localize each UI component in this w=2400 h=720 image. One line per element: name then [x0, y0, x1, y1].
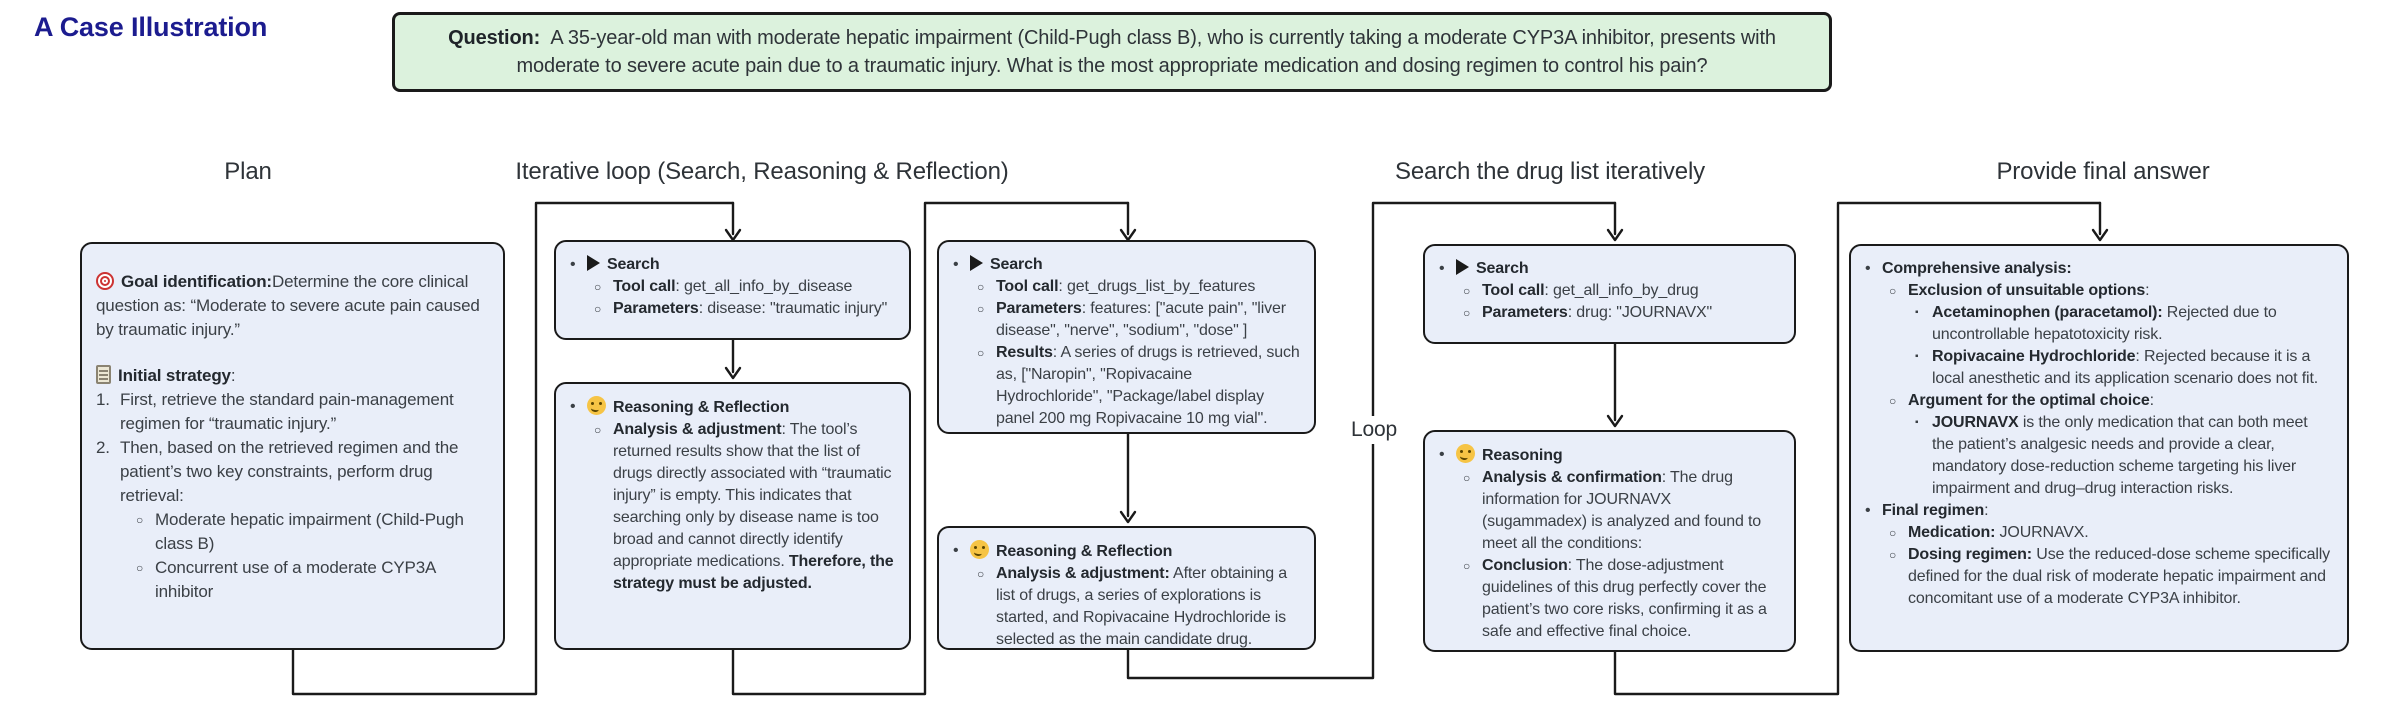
play-icon	[587, 255, 600, 271]
list-item	[96, 436, 489, 508]
item-text: Argument for the optimal choice:	[1908, 392, 2154, 409]
page-title: A Case Illustration	[34, 12, 268, 42]
circle-bullet: ○	[136, 513, 144, 527]
circle-bullet: ○	[136, 561, 144, 575]
list-item	[953, 540, 1300, 563]
question-box	[392, 12, 1832, 92]
list-number: 2.	[96, 438, 110, 457]
square-bullet: ▪	[1915, 417, 1919, 428]
circle-bullet: ○	[1889, 284, 1897, 298]
item-text: Analysis & confirmation: The drug information for JOURNAVX (sugammadex) is analyzed and found to meet all the conditions:	[1482, 469, 1762, 552]
list-item	[1463, 280, 1780, 302]
item-text: Search	[1456, 258, 1780, 280]
rr1-box	[554, 382, 911, 650]
list-item	[1865, 500, 2333, 522]
item-text: Moderate hepatic impairment (Child-Pugh class B)	[155, 510, 464, 553]
list-item	[96, 270, 489, 342]
list-item	[1463, 555, 1780, 643]
list-item	[1889, 280, 2333, 302]
target-icon	[96, 272, 114, 290]
play-icon	[970, 255, 983, 271]
list-item	[570, 396, 895, 419]
circle-bullet: ○	[977, 567, 985, 581]
item-text: JOURNAVX is the only medication that can both meet the patient’s analgesic needs and provide a clear, mandatory dose-reduction scheme targeting his liver impairment and drug–drug interaction risks.	[1932, 414, 2308, 497]
reasoning3-box	[1423, 430, 1796, 652]
search3-box	[1423, 244, 1796, 344]
list-item	[594, 419, 895, 595]
circle-bullet: ○	[977, 302, 985, 316]
list-item	[1889, 544, 2333, 610]
circle-bullet: ○	[594, 302, 602, 316]
list-item	[594, 276, 895, 298]
item-text: Reasoning	[1456, 444, 1780, 467]
question-label: Question:	[448, 27, 541, 49]
final-box	[1849, 244, 2349, 652]
item-text: Exclusion of unsuitable options:	[1908, 282, 2150, 299]
list-item	[1915, 302, 2333, 346]
list-item	[1865, 258, 2333, 280]
item-text: Then, based on the retrieved regimen and the patient’s two key constraints, perform drug retrieval:	[120, 438, 459, 505]
thinking-face-icon	[970, 540, 989, 559]
dot-bullet: •	[1439, 446, 1445, 463]
list-item	[96, 364, 489, 388]
circle-bullet: ○	[1889, 394, 1897, 408]
item-text: Dosing regimen: Use the reduced-dose scheme specifically defined for the dual risk of moderate hepatic impairment and concomitant use of a moderate CYP3A inhibitor.	[1908, 546, 2330, 607]
item-text: Tool call: get_drugs_list_by_features	[996, 278, 1256, 295]
item-text: Medication: JOURNAVX.	[1908, 524, 2089, 541]
item-text: Reasoning & Reflection	[587, 396, 895, 419]
list-item	[1439, 258, 1780, 280]
column-header-search-drug: Search the drug list iteratively	[1394, 158, 1706, 185]
item-text: Ropivacaine Hydrochloride: Rejected because it is a local anesthetic and its application scenario does not fit.	[1932, 348, 2319, 387]
item-text: Reasoning & Reflection	[970, 540, 1300, 563]
item-text: Initial strategy:	[96, 364, 489, 388]
item-text: Analysis & adjustment: After obtaining a list of drugs, a series of explorations is started, and Ropivacaine Hydrochloride is selected as the main candidate drug.	[996, 565, 1288, 648]
thinking-face-icon	[1456, 444, 1475, 463]
column-header-final-answer: Provide final answer	[1996, 158, 2210, 185]
list-item	[1889, 522, 2333, 544]
item-text: Comprehensive analysis:	[1882, 260, 2072, 277]
dot-bullet: •	[1865, 502, 1871, 519]
list-number: 1.	[96, 390, 110, 409]
item-text: Parameters: disease: "traumatic injury"	[613, 300, 888, 317]
list-item	[136, 508, 489, 556]
play-icon	[1456, 259, 1469, 275]
list-item	[1915, 346, 2333, 390]
dot-bullet: •	[953, 256, 959, 273]
circle-bullet: ○	[1889, 548, 1897, 562]
item-text: Tool call: get_all_info_by_disease	[613, 278, 853, 295]
dot-bullet: •	[570, 256, 576, 273]
item-text: Parameters: drug: "JOURNAVX"	[1482, 304, 1713, 321]
circle-bullet: ○	[977, 280, 985, 294]
item-text: Search	[970, 254, 1300, 276]
list-item	[977, 342, 1300, 430]
list-item	[953, 254, 1300, 276]
question-text: Question: A 35-year-old man with moderate hepatic impairment (Child-Pugh class B), who is currently taking a moderate CYP3A inhibitor, presents with moderate to severe acute pain due to a traumatic injury. What is the most appropriate medication and dosing regimen to control his pain?	[448, 27, 1776, 77]
square-bullet: ▪	[1915, 351, 1919, 362]
circle-bullet: ○	[1463, 471, 1471, 485]
list-item	[1915, 412, 2333, 500]
search2-box	[937, 240, 1316, 434]
plan-box	[80, 242, 505, 650]
list-item	[977, 563, 1300, 650]
item-text: Concurrent use of a moderate CYP3A inhibitor	[155, 558, 436, 601]
spacer	[96, 342, 489, 364]
column-header-plan: Plan	[224, 158, 272, 185]
list-item	[136, 556, 489, 604]
item-text: Goal identification:Determine the core clinical question as: “Moderate to severe acute pain caused by traumatic injury.”	[96, 272, 480, 339]
item-text: Search	[587, 254, 895, 276]
search1-box	[554, 240, 911, 340]
dot-bullet: •	[1865, 260, 1871, 277]
item-text: Parameters: features: ["acute pain", "liver disease", "nerve", "sodium", "dose" ]	[996, 300, 1286, 339]
dot-bullet: •	[1439, 260, 1445, 277]
dot-bullet: •	[570, 398, 576, 415]
loop-label: Loop	[1345, 416, 1403, 444]
rr2-box	[937, 526, 1316, 650]
circle-bullet: ○	[1889, 526, 1897, 540]
list-item	[96, 388, 489, 436]
circle-bullet: ○	[977, 346, 985, 360]
item-text: Final regimen:	[1882, 502, 1989, 519]
list-item	[977, 276, 1300, 298]
list-item	[570, 254, 895, 276]
circle-bullet: ○	[1463, 306, 1471, 320]
item-text: Results: A series of drugs is retrieved, such as, ["Naropin", "Ropivacaine Hydrochloride", "Package/label display panel 200 mg Ropivacaine 10 mg vial".	[996, 344, 1300, 427]
item-text: Tool call: get_all_info_by_drug	[1482, 282, 1699, 299]
circle-bullet: ○	[1463, 284, 1471, 298]
list-item	[1889, 390, 2333, 412]
list-item	[1463, 302, 1780, 324]
circle-bullet: ○	[1463, 559, 1471, 573]
item-text: First, retrieve the standard pain-management regimen for “traumatic injury.”	[120, 390, 454, 433]
item-text: Acetaminophen (paracetamol): Rejected due to uncontrollable hepatotoxicity risk.	[1932, 304, 2277, 343]
list-item	[1439, 444, 1780, 467]
column-header-iterative-loop: Iterative loop (Search, Reasoning & Reflection)	[515, 158, 1009, 185]
list-item	[977, 298, 1300, 342]
list-item	[594, 298, 895, 320]
circle-bullet: ○	[594, 280, 602, 294]
clipboard-icon	[96, 365, 111, 384]
square-bullet: ▪	[1915, 307, 1919, 318]
dot-bullet: •	[953, 542, 959, 559]
thinking-face-icon	[587, 396, 606, 415]
list-item	[1463, 467, 1780, 555]
item-text: Analysis & adjustment: The tool’s returned results show that the list of drugs directly associated with “traumatic injury” is empty. This indicates that searching only by disease name is too broad and cannot directly identify appropriate medications. Therefore, the strategy must be adjusted.	[613, 421, 894, 592]
circle-bullet: ○	[594, 423, 602, 437]
item-text: Conclusion: The dose-adjustment guidelines of this drug perfectly cover the patient’s two core risks, confirming it as a safe and effective final choice.	[1482, 557, 1767, 640]
